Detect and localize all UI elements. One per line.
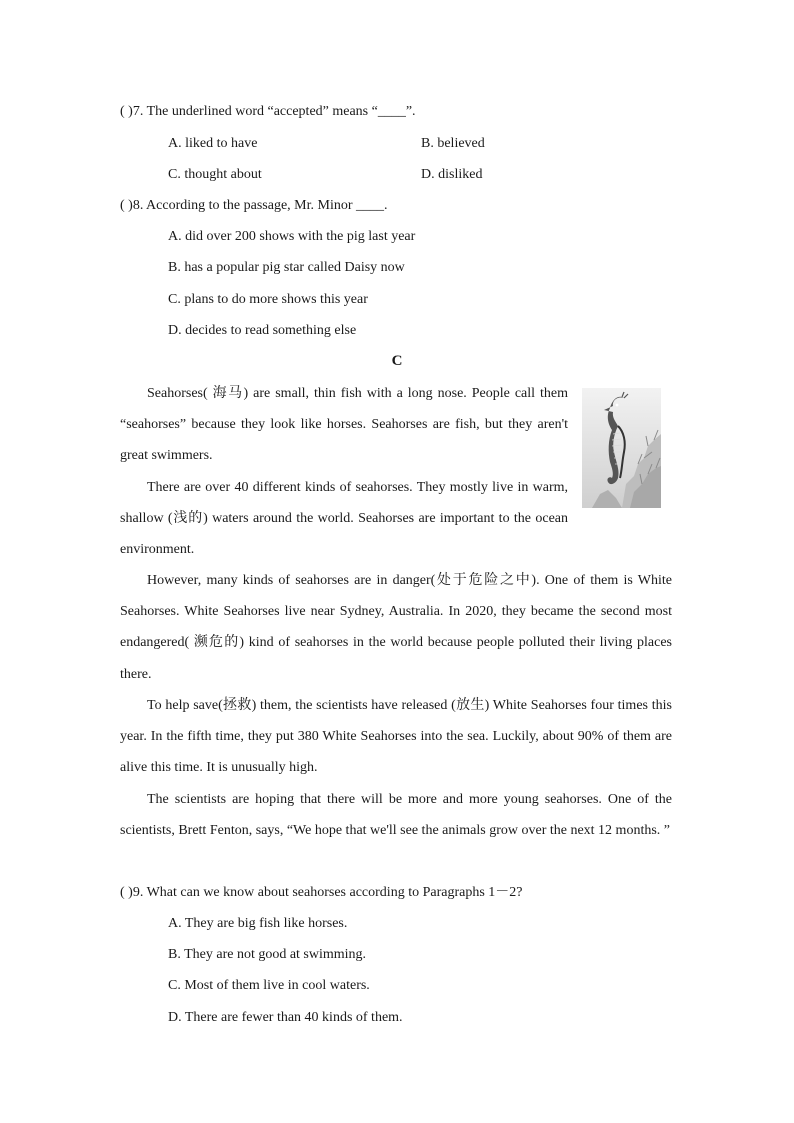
paragraph-4: To help save(拯救) them, the scientists have released (放生) White Seahorses four times this year. In the fifth time, they put 380 White Seahorses into the sea. Luckily, about 90% of them are alive this time. It is unusually high. <box>120 698 672 776</box>
question-7-option-a: A. liked to have <box>168 136 258 151</box>
paragraph-3: However, many kinds of seahorses are in danger(处于危险之中). One of them is White Seahorses. White Seahorses live near Sydney, Australia. In 2020, they became the second most endangered( 濒危的) kind of seahorses in the world because people polluted their living places there. <box>120 573 672 682</box>
paragraph-2: There are over 40 different kinds of seahorses. They mostly live in warm, shallow (浅的) waters around the world. Seahorses are important to the ocean environment. <box>120 480 568 558</box>
question-8-option-d: D. decides to read something else <box>168 323 357 338</box>
question-8-option-c: C. plans to do more shows this year <box>168 292 368 307</box>
seahorse-icon <box>582 388 661 508</box>
question-7-option-d: D. disliked <box>421 167 483 182</box>
question-9-option-c: C. Most of them live in cool waters. <box>168 978 370 993</box>
question-7-stem: ( )7. The underlined word “accepted” means “____”. <box>120 104 416 119</box>
section-title: C <box>391 353 403 369</box>
question-9-option-d: D. There are fewer than 40 kinds of them. <box>168 1010 403 1025</box>
paragraph-5: The scientists are hoping that there will be more and more young seahorses. One of the scientists, Brett Fenton, says, “We hope that we'll see the animals grow over the next 12 months. ” <box>120 792 672 839</box>
question-7-option-b: B. believed <box>421 136 485 151</box>
seahorse-photo <box>582 388 661 508</box>
question-8-option-b: B. has a popular pig star called Daisy now <box>168 260 405 275</box>
question-9-option-b: B. They are not good at swimming. <box>168 947 367 962</box>
paragraph-1: Seahorses( 海马) are small, thin fish with a long nose. People call them “seahorses” because they look like horses. Seahorses are fish, but they aren't great swimmers. <box>120 386 568 464</box>
question-7-option-c: C. thought about <box>168 167 262 182</box>
question-9-option-a: A. They are big fish like horses. <box>168 916 348 931</box>
question-8-option-a: A. did over 200 shows with the pig last year <box>168 229 416 244</box>
question-9-stem: ( )9. What can we know about seahorses according to Paragraphs 1－2? <box>120 885 523 900</box>
question-8-stem: ( )8. According to the passage, Mr. Minor ____. <box>120 198 388 213</box>
